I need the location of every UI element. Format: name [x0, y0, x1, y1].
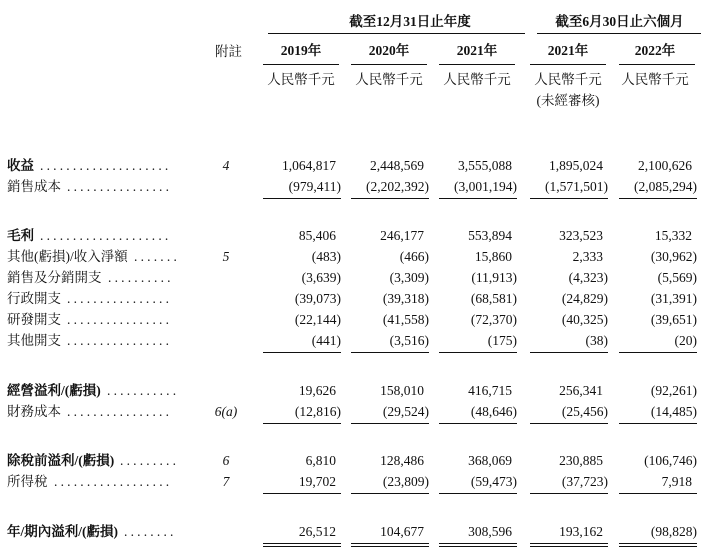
row-value: (466)	[399, 249, 429, 264]
row-value: (39,651)	[650, 312, 697, 327]
column-year-underline	[530, 64, 606, 65]
row-note: 4	[222, 158, 230, 173]
row-value: 308,596	[468, 524, 512, 539]
subtotal-rule	[263, 352, 341, 353]
subtotal-rule	[619, 198, 697, 199]
row-value: 416,715	[468, 383, 512, 398]
subtotal-rule	[619, 352, 697, 353]
row-value: (31,391)	[650, 291, 697, 306]
row-value: 2,333	[572, 249, 603, 264]
row-value: (12,816)	[294, 404, 341, 419]
subtotal-rule	[439, 352, 517, 353]
subtotal-rule	[439, 423, 517, 424]
row-value: (11,913)	[471, 270, 517, 285]
row-label: 其他(虧損)/收入淨額	[7, 249, 128, 264]
row-label: 銷售成本	[7, 179, 61, 194]
row-label: 研發開支	[7, 312, 61, 327]
leader-dots: ................	[67, 291, 173, 306]
subtotal-rule	[530, 198, 608, 199]
leader-dots: ................	[67, 179, 173, 194]
row-value: 104,677	[380, 524, 424, 539]
leader-dots: ....................	[40, 158, 172, 173]
group-underline-half-year	[537, 33, 701, 34]
row-value: (40,325)	[561, 312, 608, 327]
subtotal-rule	[351, 198, 429, 199]
row-value: (48,646)	[470, 404, 517, 419]
row-value: (23,809)	[382, 474, 429, 489]
group-underline-year	[268, 33, 525, 34]
column-year: 2022年	[634, 43, 676, 58]
row-value: (2,085,294)	[634, 179, 697, 194]
column-unit: 人民幣千元	[355, 72, 423, 87]
column-year-underline	[439, 64, 515, 65]
row-value: (68,581)	[470, 291, 517, 306]
row-value: (106,746)	[644, 453, 697, 468]
row-value: 158,010	[380, 383, 424, 398]
row-note: 5	[222, 249, 230, 264]
row-label: 收益	[7, 158, 34, 173]
total-double-rule	[619, 543, 697, 547]
subtotal-rule	[439, 198, 517, 199]
row-value: (1,571,501)	[545, 179, 608, 194]
row-value: 19,626	[298, 383, 336, 398]
total-double-rule	[351, 543, 429, 547]
row-label: 行政開支	[7, 291, 61, 306]
column-year: 2021年	[456, 43, 498, 58]
row-label: 經營溢利/(虧損)	[7, 383, 101, 398]
row-value: 15,332	[654, 228, 692, 243]
row-value: (59,473)	[470, 474, 517, 489]
total-double-rule	[530, 543, 608, 547]
leader-dots: ..................	[54, 474, 173, 489]
row-value: (4,323)	[568, 270, 608, 285]
row-value: 26,512	[298, 524, 336, 539]
row-value: (37,723)	[561, 474, 608, 489]
leader-dots: ..........	[108, 270, 174, 285]
row-value: (2,202,392)	[366, 179, 429, 194]
total-double-rule	[263, 543, 341, 547]
row-value: 15,860	[474, 249, 512, 264]
row-value: (98,828)	[650, 524, 697, 539]
row-value: 19,702	[298, 474, 336, 489]
group-header-half-year: 截至6月30日止六個月	[555, 14, 684, 29]
row-note: 6	[222, 453, 230, 468]
subtotal-rule	[351, 493, 429, 494]
column-unit: 人民幣千元	[621, 72, 689, 87]
column-year-underline	[351, 64, 427, 65]
leader-dots: ................	[67, 312, 173, 327]
row-value: 1,895,024	[549, 158, 603, 173]
group-header-year: 截至12月31日止年度	[349, 14, 471, 29]
row-value: (41,558)	[382, 312, 429, 327]
row-value: 230,885	[559, 453, 603, 468]
subtotal-rule	[619, 423, 697, 424]
leader-dots: ........	[124, 524, 177, 539]
row-value: 3,555,088	[458, 158, 512, 173]
column-audit-note: (未經審核)	[536, 93, 600, 108]
row-value: (979,411)	[288, 179, 341, 194]
row-label: 毛利	[7, 228, 34, 243]
row-value: (92,261)	[650, 383, 697, 398]
row-value: 2,100,626	[638, 158, 692, 173]
row-value: 256,341	[559, 383, 603, 398]
row-value: (22,144)	[294, 312, 341, 327]
row-value: (5,569)	[657, 270, 697, 285]
row-value: 368,069	[468, 453, 512, 468]
leader-dots: .......	[134, 249, 181, 264]
row-value: (20)	[674, 333, 697, 348]
subtotal-rule	[351, 423, 429, 424]
column-unit: 人民幣千元	[443, 72, 511, 87]
subtotal-rule	[439, 493, 517, 494]
row-value: 7,918	[661, 474, 692, 489]
row-label: 除稅前溢利/(虧損)	[7, 453, 115, 468]
row-label: 其他開支	[7, 333, 61, 348]
row-value: 323,523	[559, 228, 603, 243]
column-year-underline	[263, 64, 339, 65]
row-value: (72,370)	[470, 312, 517, 327]
row-value: (3,516)	[389, 333, 429, 348]
row-value: (39,073)	[294, 291, 341, 306]
subtotal-rule	[530, 423, 608, 424]
row-label: 財務成本	[7, 404, 61, 419]
row-value: 128,486	[380, 453, 424, 468]
row-value: (3,639)	[301, 270, 341, 285]
column-year: 2019年	[280, 43, 322, 58]
column-year-underline	[619, 64, 695, 65]
row-value: 246,177	[380, 228, 424, 243]
row-note: 7	[222, 474, 230, 489]
note-column-header: 附註	[215, 44, 242, 59]
column-year: 2021年	[547, 43, 589, 58]
row-value: (483)	[311, 249, 341, 264]
leader-dots: ....................	[40, 228, 172, 243]
leader-dots: .........	[120, 453, 180, 468]
column-unit: 人民幣千元	[534, 72, 602, 87]
row-value: (39,318)	[382, 291, 429, 306]
row-value: 6,810	[305, 453, 336, 468]
row-value: 193,162	[559, 524, 603, 539]
row-value: 2,448,569	[370, 158, 424, 173]
leader-dots: ...........	[107, 383, 180, 398]
subtotal-rule	[263, 423, 341, 424]
leader-dots: ................	[67, 333, 173, 348]
row-label: 年/期內溢利/(虧損)	[7, 524, 118, 539]
column-year: 2020年	[368, 43, 410, 58]
row-value: (3,309)	[389, 270, 429, 285]
row-value: 553,894	[468, 228, 512, 243]
subtotal-rule	[263, 493, 341, 494]
subtotal-rule	[263, 198, 341, 199]
row-value: (25,456)	[561, 404, 608, 419]
row-note: 6(a)	[214, 404, 238, 419]
row-value: 85,406	[298, 228, 336, 243]
subtotal-rule	[619, 493, 697, 494]
row-value: (38)	[585, 333, 608, 348]
row-value: (24,829)	[561, 291, 608, 306]
row-value: 1,064,817	[282, 158, 336, 173]
row-label: 銷售及分銷開支	[7, 270, 102, 285]
subtotal-rule	[530, 352, 608, 353]
total-double-rule	[439, 543, 517, 547]
row-value: (29,524)	[382, 404, 429, 419]
column-unit: 人民幣千元	[267, 72, 335, 87]
subtotal-rule	[351, 352, 429, 353]
row-value: (14,485)	[650, 404, 697, 419]
row-value: (175)	[487, 333, 517, 348]
subtotal-rule	[530, 493, 608, 494]
leader-dots: ................	[67, 404, 173, 419]
row-value: (30,962)	[650, 249, 697, 264]
row-value: (441)	[311, 333, 341, 348]
row-label: 所得稅	[7, 474, 48, 489]
row-value: (3,001,194)	[454, 179, 517, 194]
